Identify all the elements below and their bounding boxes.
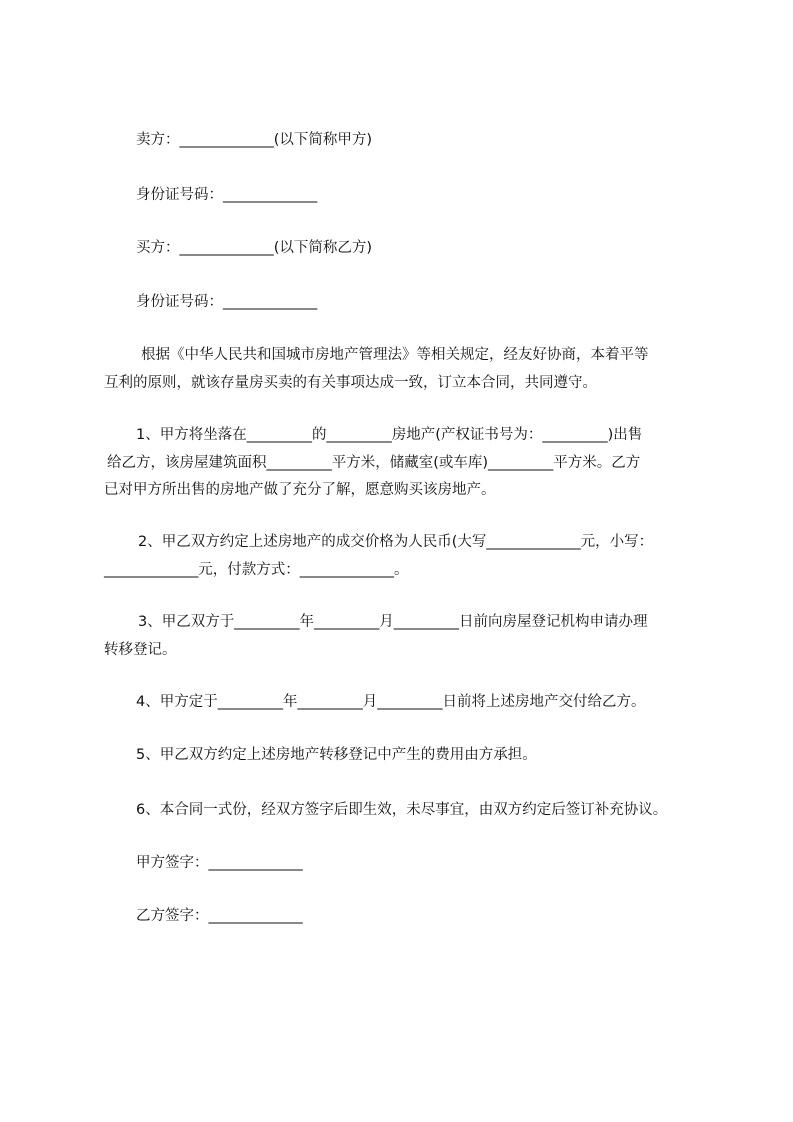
clause-1-line-1: 1、甲方将坐落在_________的_________房地产(产权证书号为：_________)出售: [136, 427, 643, 443]
clause-4: 4、甲方定于_________年_________月_________日前将上述房地产交付给乙方。: [136, 694, 646, 710]
clause-1-line-3: 已对甲方所出售的房地产做了充分了解，愿意购买该房地产。: [104, 482, 496, 498]
buyer-line: 买方：_____________(以下简称乙方): [136, 240, 373, 256]
clause-3-line-2: 转移登记。: [104, 642, 177, 658]
clause-3-line-1: 3、甲乙双方于_________年_________月_________日前向房屋登记机构申请办理: [138, 614, 648, 630]
clause-6: 6、本合同一式份，经双方签字后即生效，未尽事宜，由双方约定后签订补充协议。: [136, 802, 668, 818]
seller-line: 卖方：_____________(以下简称甲方): [136, 132, 373, 148]
party-a-signature: 甲方签字：_____________: [136, 855, 303, 871]
buyer-id-line: 身份证号码：_____________: [136, 294, 318, 310]
seller-id-line: 身份证号码：_____________: [136, 187, 318, 203]
party-b-signature: 乙方签字：_____________: [136, 908, 303, 924]
clause-2-line-2: _____________元，付款方式：_____________。: [104, 562, 409, 578]
intro-line-1: 根据《中华人民共和国城市房地产管理法》等相关规定，经友好协商，本着平等: [141, 347, 649, 363]
intro-line-2: 互利的原则，就该存量房买卖的有关事项达成一致，订立本合同，共同遵守。: [104, 375, 597, 391]
clause-5: 5、甲乙双方约定上述房地产转移登记中产生的费用由方承担。: [136, 747, 537, 763]
clause-2-line-1: 2、甲乙双方约定上述房地产的成交价格为人民币(大写_____________元，小写：: [138, 534, 654, 550]
clause-1-line-2: 给乙方，该房屋建筑面积_________平方米，储藏室(或车库)_________平方米。乙方: [107, 455, 641, 471]
